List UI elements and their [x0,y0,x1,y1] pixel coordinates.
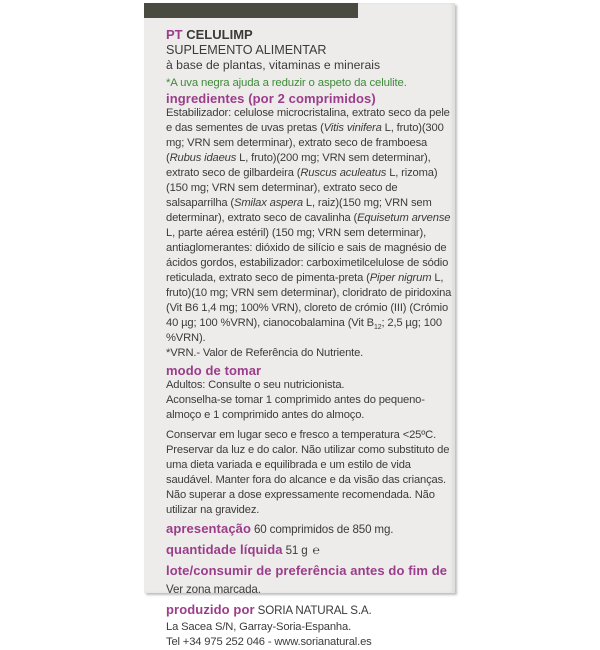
latin-name: Rubus idaeus [169,152,237,164]
presentation-row [166,521,454,539]
ingredients-seg: ; 2,5 µg; 100 %VRN). [166,317,442,344]
producer-heading: produzido por [166,602,255,617]
product-title [166,27,454,43]
product-category: SUPLEMENTO ALIMENTAR [166,43,327,57]
presentation-heading: apresentação [166,521,252,536]
batch-row [166,563,454,599]
ingredients-seg: L, raiz)(150 mg; VRN sem determinar), extrato seco de cavalinha ( [166,197,432,224]
usage-line-2: Aconselha-se tomar 1 comprimido antes do pequeno-almoço e 1 comprimido antes do almoço. [166,394,425,421]
net-quantity-row [166,542,454,560]
presentation-value: 60 comprimidos de 850 mg. [254,523,394,536]
net-quantity-value: 51 g [285,544,308,557]
ingredients-seg: L, fruto)(10 mg; VRN sem determinar), cloridrato de piridoxina (Vit B6 1,4 mg; 100% VRN), cloreto de crómio (III) (Crómio 40 µg; 100 %VRN), cianocobalamina (Vit B [166,272,452,329]
ingredients-seg: L, fruto)(200 mg; VRN sem determinar), extrato seco de gilbardeira ( [166,152,431,179]
product-description: à base de plantas, vitaminas e minerais [166,58,381,72]
ingredients-heading: ingredientes (por 2 comprimidos) [166,91,376,106]
product-name: CELULIMP [186,27,253,42]
ingredients-seg: L, rizoma)(150 mg; VRN sem determinar), extrato seco de salsaparrilha ( [166,167,438,209]
latin-name: Ruscus aculeatus [300,167,387,179]
producer-row [166,602,454,620]
top-dark-band [144,3,358,18]
ingredients-text [166,106,454,346]
subscript: 12 [373,324,382,332]
vrn-footnote: *VRN.- Valor de Referência do Nutriente. [166,347,364,359]
latin-name: Vitis vinifera [323,122,382,134]
batch-heading: lote/consumir de preferência antes do fim de [166,563,448,578]
storage-warnings: Conservar em lugar seco e fresco a temperatura <25ºC. Preservar da luz e do calor. Não utilizar como substituto de uma dieta variada e equilibrada e um estilo de vida saudável. Manter fora do alcance e da visão das crianças. Não superar a dose expressamente recomendada. Não utilizar na gravidez. [166,429,450,516]
label-content [166,27,454,650]
ingredients-seg: Estabilizador: celulose microcristalina, extrato seco da pele e das sementes de uvas pretas ( [166,107,450,134]
usage-line-1: Adultos: Consulte o seu nutricionista. [166,379,345,391]
latin-name: Equisetum arvense [357,212,451,224]
usage-heading: modo de tomar [166,363,262,378]
latin-name: Piper nigrum [369,272,432,284]
estimated-sign-icon: ℮ [312,543,320,557]
producer-contact: Tel +34 975 252 046 - www.sorianatural.es [166,636,372,648]
batch-value: Ver zona marcada. [166,583,261,596]
producer-name: SORIA NATURAL S.A. [257,604,372,617]
producer-address: La Sacea S/N, Garray-Soria-Espanha. [166,621,352,633]
net-quantity-heading: quantidade líquida [166,542,283,557]
latin-name: Smilax aspera [234,197,303,209]
ingredients-seg: L, parte aérea estéril) (150 mg; VRN sem determinar), antiaglomerantes: dióxido de silício e sais de magnésio de ácidos gordos, estabilizador: carboximetilcelulose de sódio reticulada, extrato seco de pimenta-preta ( [166,227,449,284]
label-panel [144,3,455,648]
health-claim: *A uva negra ajuda a reduzir o aspeto da celulite. [166,77,407,89]
language-code: PT [166,27,183,42]
ingredients-seg: L, fruto)(300 mg; VRN sem determinar), extrato seco de framboesa ( [166,122,444,164]
